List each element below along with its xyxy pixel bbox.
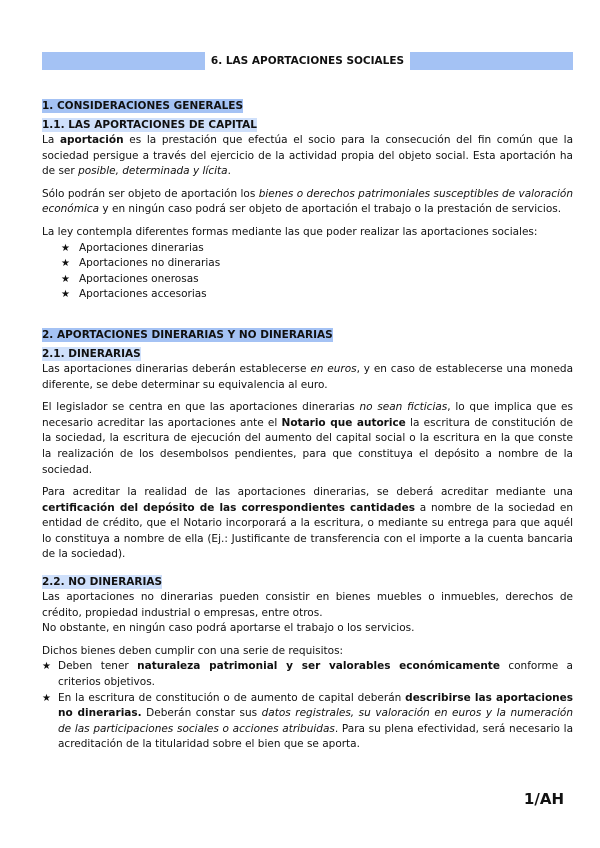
section-2 <box>42 323 573 753</box>
list-item: ★ Deben tener naturaleza patrimonial y ser valorables económicamente conforme a criterios objetivos. <box>42 659 573 690</box>
list-item: ★ Aportaciones dinerarias <box>61 241 573 257</box>
subsection-heading: 1.1. LAS APORTACIONES DE CAPITAL <box>42 119 257 131</box>
paragraph: La ley contempla diferentes formas mediante las que poder realizar las aportaciones sociales: <box>42 225 538 238</box>
subsection-heading: 2.2. NO DINERARIAS <box>42 576 163 589</box>
list-item: ★ Aportaciones accesorias <box>61 287 573 303</box>
list-item: ★ Aportaciones no dinerarias <box>61 256 573 272</box>
section-heading: 2. APORTACIONES DINERARIAS Y NO DINERARIAS <box>42 328 333 341</box>
paragraph: Las aportaciones dinerarias deberán establecerse en euros, y en caso de establecerse una moneda diferente, se debe determinar su equivalencia al euro. <box>42 362 574 391</box>
paragraph: Sólo podrán ser objeto de aportación los bienes o derechos patrimoniales susceptibles de valoración económica y en ningún caso podrá ser objeto de aportación el trabajo o la prestación de servicios. <box>42 187 573 216</box>
list-item: ★ En la escritura de constitución o de aumento de capital deberán describirse las aportaciones no dinerarias. Deberán constar sus datos registrales, su valoración en euros y la numeración de las participaciones sociales o acciones atribuidas. Para su plena efectividad, será necesario la acreditación de la titularidad sobre el bien que se aporta. <box>42 691 573 753</box>
contribution-types-list <box>42 241 573 303</box>
section-1 <box>42 94 573 303</box>
requirements-list <box>42 659 573 753</box>
paragraph: Dichos bienes deben cumplir con una serie de requisitos: <box>42 644 344 657</box>
paragraph: Para acreditar la realidad de las aportaciones dinerarias, se deberá acreditar mediante una certificación del depósito de las correspondientes cantidades a nombre de la sociedad en entidad de crédito, que el Notario incorporará a la escritura, o mediante su entrega para que aquél lo constituya a nombre de ella (Ej.: Justificante de transferencia con el importe a la cuenta bancaria de la sociedad). <box>42 486 573 561</box>
document-page <box>42 52 573 753</box>
paragraph: Las aportaciones no dinerarias pueden consistir en bienes muebles o inmuebles, derechos de crédito, propiedad industrial o empresas, entre otros. <box>42 591 573 619</box>
paragraph: No obstante, en ningún caso podrá aportarse el trabajo o los servicios. <box>42 622 415 635</box>
title-banner <box>42 52 573 70</box>
title-bar-left <box>42 52 205 70</box>
subsection-heading: 2.1. DINERARIAS <box>42 347 141 360</box>
list-item: ★ Aportaciones onerosas <box>61 272 573 288</box>
title-bar-right <box>410 52 573 70</box>
paragraph: La aportación es la prestación que efectúa el socio para la consecución del fin común que la sociedad persigue a través del ejercicio de la actividad propia del objeto social. Esta aportación ha de ser posible, determinada y lícita. <box>42 134 573 178</box>
paragraph: El legislador se centra en que las aportaciones dinerarias no sean ficticias, lo que implica que es necesario acreditar las aportaciones ante el Notario que autorice la escritura de constitución de la sociedad, la escritura de ejecución del aumento del capital social o la escritura en la que conste la realización de los desembolsos pendientes, para que constituya el depósito a nombre de la sociedad. <box>42 401 573 476</box>
page-title: 6. LAS APORTACIONES SOCIALES <box>210 55 405 67</box>
page-footer: 1/AH <box>523 790 564 808</box>
section-heading: 1. CONSIDERACIONES GENERALES <box>42 100 244 112</box>
